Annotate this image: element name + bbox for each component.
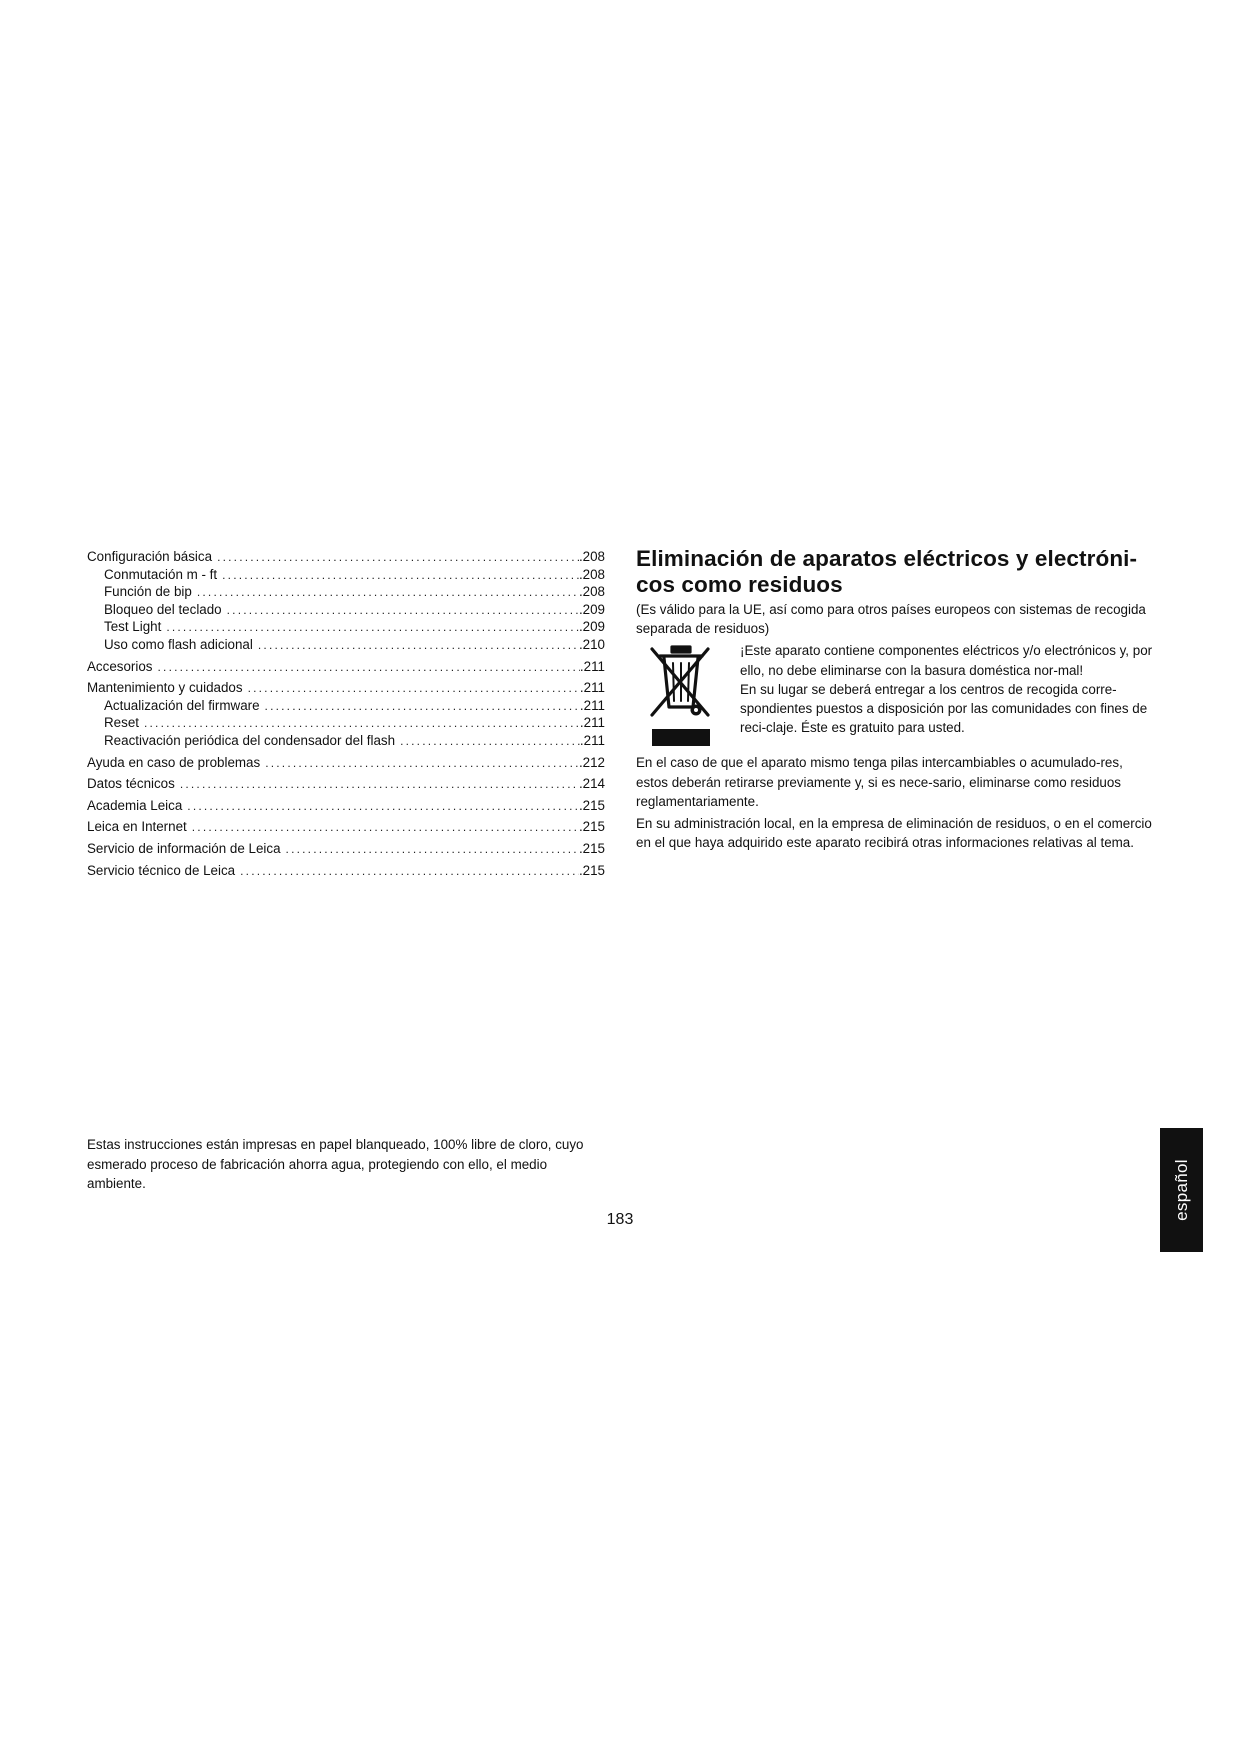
toc-page-number: .215 [578, 797, 605, 813]
toc-leader-dots [258, 637, 579, 655]
toc-entry-title: Test Light [104, 619, 162, 635]
toc-entry [87, 548, 605, 566]
toc-entry-title: Actualización del firmware [104, 697, 260, 713]
toc-subentry [87, 566, 605, 584]
page-number: 183 [606, 1211, 634, 1228]
toc-group [87, 754, 605, 772]
toc-entry-title: Reset [104, 715, 139, 731]
toc-page-number: .215 [578, 840, 605, 856]
toc-entry-title: Accesorios [87, 658, 153, 674]
toc-group [87, 679, 605, 749]
weee-warning-text: ¡Este aparato contiene componentes eléctricos y/o electrónicos y, por ello, no debe eliminarse con la basura doméstica nor-mal! [740, 643, 1153, 678]
toc-entry [87, 862, 605, 880]
toc-entry-title: Academia Leica [87, 797, 183, 813]
toc-page-number: .208 [578, 566, 605, 582]
battery-removal-text: En el caso de que el aparato mismo tenga pilas intercambiables o acumulado-res, estos deberán retirarse previamente y, si es nece-sario, eliminarse como residuos reglamentariamente. [636, 755, 1123, 809]
toc-leader-dots [222, 567, 579, 585]
toc-entry-title: Mantenimiento y cuidados [87, 680, 243, 696]
weee-collection-text: En su lugar se deberá entregar a los centros de recogida corre-spondientes puestos a disposición por las comunidades con fines de reci-claje. Éste es gratuito para usted. [740, 681, 1148, 736]
disposal-subtitle: (Es válido para la UE, así como para otros países europeos con sistemas de recogida separada de residuos) [636, 602, 1146, 637]
toc-page-number: .211 [579, 732, 605, 748]
toc-group [87, 548, 605, 654]
toc-entry-title: Ayuda en caso de problemas [87, 754, 261, 770]
toc-subentry [87, 618, 605, 636]
language-tab-label: español [1171, 1159, 1191, 1221]
toc-entry-title: Bloqueo del teclado [104, 601, 222, 617]
toc-subentry [87, 714, 605, 732]
toc-leader-dots [248, 680, 580, 698]
toc-group [87, 818, 605, 836]
toc-group [87, 797, 605, 815]
toc-page-number: .214 [578, 776, 605, 792]
toc-entry [87, 840, 605, 858]
toc-leader-dots [192, 819, 579, 837]
toc-leader-dots [217, 549, 579, 567]
toc-entry-title: Reactivación periódica del condensador del flash [104, 732, 396, 748]
toc-entry-title: Leica en Internet [87, 819, 187, 835]
toc-subentry [87, 601, 605, 619]
disposal-heading: Eliminación de aparatos eléctricos y electróni-cos como residuos [636, 546, 1138, 597]
toc-entry [87, 754, 605, 772]
toc-subentry [87, 732, 605, 750]
toc-page-number: .211 [579, 680, 605, 696]
toc-entry-title: Uso como flash adicional [104, 636, 253, 652]
toc-group [87, 775, 605, 793]
toc-page-number: .210 [578, 636, 605, 652]
language-tab[interactable] [1160, 1128, 1203, 1252]
toc-page-number: .209 [578, 619, 605, 635]
disposal-section [636, 546, 1156, 852]
toc-leader-dots [158, 659, 580, 677]
toc-entry-title: Función de bip [104, 584, 192, 600]
toc-entry [87, 679, 605, 697]
toc-group [87, 840, 605, 858]
toc-subentry [87, 583, 605, 601]
toc-leader-dots [144, 715, 580, 733]
toc-leader-dots [197, 584, 579, 602]
toc-page-number: .208 [578, 584, 605, 600]
toc-subentry [87, 636, 605, 654]
toc-subentry [87, 697, 605, 715]
toc-page-number: .211 [579, 658, 605, 674]
toc-page-number: .211 [579, 697, 605, 713]
toc-entry-title: Configuración básica [87, 549, 213, 564]
weee-notice [636, 641, 1156, 753]
paper-note: Estas instrucciones están impresas en papel blanqueado, 100% libre de cloro, cuyo esmerado proceso de fabricación ahorra agua, protegiendo con ello, el medio ambiente. [87, 1137, 584, 1191]
toc-entry [87, 658, 605, 676]
toc-entry-title: Datos técnicos [87, 776, 175, 792]
toc-leader-dots [240, 863, 579, 881]
toc-leader-dots [400, 733, 580, 751]
local-information-text: En su administración local, en la empresa de eliminación de residuos, o en el comercio en el que haya adquirido este aparato recibirá otras informaciones relativas al tema. [636, 816, 1152, 851]
toc-leader-dots [265, 755, 579, 773]
toc-entry-title: Conmutación m - ft [104, 566, 218, 582]
toc-leader-dots [286, 841, 579, 859]
toc-entry [87, 818, 605, 836]
toc-page-number: .215 [578, 819, 605, 835]
toc-leader-dots [187, 798, 579, 816]
table-of-contents [87, 548, 605, 883]
toc-leader-dots [227, 602, 579, 620]
toc-entry [87, 775, 605, 793]
toc-group [87, 658, 605, 676]
crossed-out-wheelie-bin-icon [650, 645, 712, 747]
toc-page-number: .211 [579, 715, 605, 731]
toc-page-number: .212 [578, 754, 605, 770]
toc-group [87, 862, 605, 880]
toc-page-number: .215 [578, 862, 605, 878]
toc-entry-title: Servicio técnico de Leica [87, 862, 236, 878]
toc-leader-dots [265, 698, 580, 716]
toc-page-number: .208 [578, 549, 605, 564]
toc-entry-title: Servicio de información de Leica [87, 840, 281, 856]
toc-leader-dots [166, 619, 579, 637]
toc-leader-dots [180, 776, 579, 794]
toc-entry [87, 797, 605, 815]
toc-page-number: .209 [578, 601, 605, 617]
